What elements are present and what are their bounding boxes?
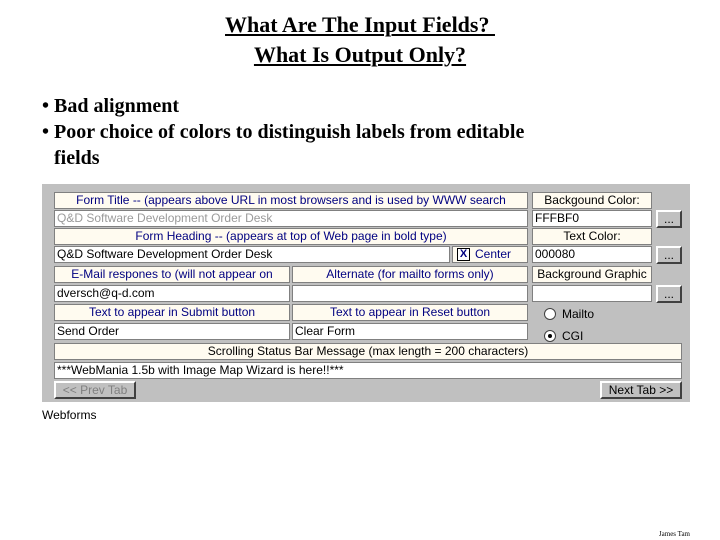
alternate-field[interactable] bbox=[292, 285, 528, 302]
submit-text-field[interactable]: Send Order bbox=[54, 323, 290, 340]
email-field[interactable]: dversch@q-d.com bbox=[54, 285, 290, 302]
submit-text-label: Text to appear in Submit button bbox=[54, 304, 290, 321]
mailto-radio[interactable] bbox=[544, 308, 556, 320]
form-title-label: Form Title -- (appears above URL in most browsers and is used by WWW search bbox=[54, 192, 528, 209]
alternate-label: Alternate (for mailto forms only) bbox=[292, 266, 528, 283]
text-color-field[interactable]: 000080 bbox=[532, 246, 652, 263]
bullet-bad-alignment: • Bad alignment bbox=[42, 95, 180, 117]
text-color-label: Text Color: bbox=[532, 228, 652, 245]
slide-title-line-2: What Is Output Only? bbox=[253, 42, 467, 67]
author-footer: James Tam bbox=[658, 530, 690, 538]
form-heading-field[interactable]: Q&D Software Development Order Desk bbox=[54, 246, 450, 263]
reset-text-label: Text to appear in Reset button bbox=[292, 304, 528, 321]
background-color-label: Backgound Color: bbox=[532, 192, 652, 209]
mailto-label: Mailto bbox=[562, 307, 595, 321]
reset-text-field[interactable]: Clear Form bbox=[292, 323, 528, 340]
status-message-field[interactable]: ***WebMania 1.5b with Image Map Wizard is here!!*** bbox=[54, 362, 682, 379]
cgi-label: CGI bbox=[562, 329, 584, 343]
text-color-browse-button[interactable]: ... bbox=[656, 246, 682, 264]
slide-title-line-1: What Are The Input Fields? bbox=[225, 12, 495, 37]
form-heading-label: Form Heading -- (appears at top of Web page in bold type) bbox=[54, 228, 528, 245]
form-title-field[interactable]: Q&D Software Development Order Desk bbox=[54, 210, 528, 227]
background-color-browse-button[interactable]: ... bbox=[656, 210, 682, 228]
bullet-list bbox=[42, 93, 682, 171]
screenshot-caption: Webforms bbox=[42, 408, 97, 422]
background-graphic-browse-button[interactable]: ... bbox=[656, 285, 682, 303]
background-graphic-field[interactable] bbox=[532, 285, 652, 302]
center-checkbox[interactable]: X bbox=[457, 248, 470, 261]
bullet-poor-colors: • Poor choice of colors to distinguish labels from editable bbox=[42, 121, 525, 143]
background-graphic-label: Background Graphic bbox=[532, 266, 652, 283]
status-message-label: Scrolling Status Bar Message (max length = 200 characters) bbox=[54, 343, 682, 360]
bullet-poor-colors-continued: fields bbox=[54, 147, 100, 169]
center-label: Center bbox=[475, 247, 512, 261]
center-option[interactable] bbox=[452, 246, 528, 263]
prev-tab-button[interactable]: << Prev Tab bbox=[54, 381, 136, 399]
background-color-field[interactable]: FFFBF0 bbox=[532, 210, 652, 227]
webforms-screenshot bbox=[42, 184, 690, 402]
email-label: E-Mail respones to (will not appear on bbox=[54, 266, 290, 283]
cgi-radio[interactable] bbox=[544, 330, 556, 342]
next-tab-button[interactable]: Next Tab >> bbox=[600, 381, 682, 399]
